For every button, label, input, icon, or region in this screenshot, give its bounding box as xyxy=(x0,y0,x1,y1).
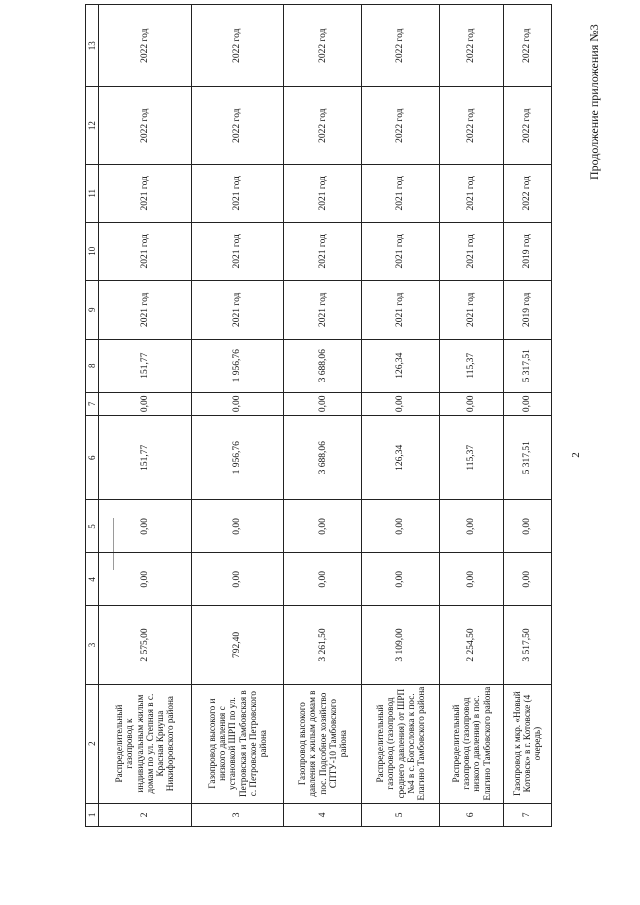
row-number: 2 xyxy=(99,803,192,826)
total-value: 1 956,76 xyxy=(191,339,284,392)
table-row xyxy=(284,5,362,827)
year-col9: 2021 год xyxy=(440,280,503,339)
row-number: 4 xyxy=(284,803,362,826)
row-number: 7 xyxy=(503,803,552,826)
gas-pipeline-table xyxy=(85,4,552,827)
value-col5: 0,00 xyxy=(503,500,552,553)
cost-estimate: 151,77 xyxy=(99,416,192,500)
table-row xyxy=(99,5,192,827)
year-col9: 2021 год xyxy=(362,280,440,339)
value-col4: 0,00 xyxy=(362,553,440,606)
table-body xyxy=(86,5,552,827)
column-number: 6 xyxy=(86,416,99,500)
cost-estimate: 115,37 xyxy=(440,416,503,500)
cost-value: 3 261,50 xyxy=(284,606,362,684)
year-col13: 2022 год xyxy=(191,5,284,87)
cost-value: 3 109,00 xyxy=(362,606,440,684)
year-col10: 2019 год xyxy=(503,222,552,280)
value-col5: 0,00 xyxy=(284,500,362,553)
column-number: 12 xyxy=(86,87,99,164)
total-value: 115,37 xyxy=(440,339,503,392)
column-number: 4 xyxy=(86,553,99,606)
cost-estimate: 5 317,51 xyxy=(503,416,552,500)
year-col11: 2021 год xyxy=(99,164,192,222)
object-name: Распределительный газопровод к индивидуальным жилым домам по ул. Степная в с. Красная Криуша Никифоровского района xyxy=(99,684,192,803)
cost-estimate: 3 688,06 xyxy=(284,416,362,500)
annex-title: Продолжение приложения №3 xyxy=(587,24,601,180)
object-name: Газопровод высокого и низкого давления с установкой ШРП по ул. Петровская и Тамбовская в с. Петровское Петровского района xyxy=(191,684,284,803)
year-col13: 2022 год xyxy=(284,5,362,87)
value-col7: 0,00 xyxy=(99,392,192,415)
table-row xyxy=(440,5,503,827)
year-col9: 2021 год xyxy=(99,280,192,339)
cost-value: 3 517,50 xyxy=(503,606,552,684)
value-col7: 0,00 xyxy=(440,392,503,415)
cost-value: 2 575,00 xyxy=(99,606,192,684)
year-col10: 2021 год xyxy=(284,222,362,280)
column-number: 3 xyxy=(86,606,99,684)
value-col4: 0,00 xyxy=(440,553,503,606)
year-col12: 2022 год xyxy=(440,87,503,164)
year-col11: 2022 год xyxy=(503,164,552,222)
year-col9: 2019 год xyxy=(503,280,552,339)
year-col13: 2022 год xyxy=(99,5,192,87)
total-value: 151,77 xyxy=(99,339,192,392)
year-col10: 2021 год xyxy=(99,222,192,280)
value-col7: 0,00 xyxy=(503,392,552,415)
row-number: 3 xyxy=(191,803,284,826)
object-name: Газопровод высокого давления к жилым домам в пос. Подсобное хозяйство СПТУ-10 Тамбовского района xyxy=(284,684,362,803)
cost-value: 2 254,50 xyxy=(440,606,503,684)
column-number: 5 xyxy=(86,500,99,553)
column-number: 1 xyxy=(86,803,99,826)
total-value: 5 317,51 xyxy=(503,339,552,392)
value-col5: 0,00 xyxy=(191,500,284,553)
column-number: 11 xyxy=(86,164,99,222)
year-col12: 2022 год xyxy=(99,87,192,164)
total-value: 126,34 xyxy=(362,339,440,392)
year-col11: 2021 год xyxy=(284,164,362,222)
year-col12: 2022 год xyxy=(503,87,552,164)
header-row xyxy=(86,5,99,827)
object-name: Газопровод к мкр. «Новый Котовск» в г. Котовске (4 очередь) xyxy=(503,684,552,803)
column-number: 8 xyxy=(86,339,99,392)
value-col7: 0,00 xyxy=(284,392,362,415)
value-col7: 0,00 xyxy=(191,392,284,415)
value-col4: 0,00 xyxy=(284,553,362,606)
column-number: 13 xyxy=(86,5,99,87)
value-col5: 0,00 xyxy=(440,500,503,553)
column-number: 7 xyxy=(86,392,99,415)
year-col11: 2021 год xyxy=(191,164,284,222)
year-col12: 2022 год xyxy=(284,87,362,164)
row-number: 5 xyxy=(362,803,440,826)
year-col10: 2021 год xyxy=(440,222,503,280)
cost-estimate: 1 956,76 xyxy=(191,416,284,500)
table-row xyxy=(503,5,552,827)
column-number: 10 xyxy=(86,222,99,280)
column-number: 9 xyxy=(86,280,99,339)
cost-estimate: 126,34 xyxy=(362,416,440,500)
row-number: 6 xyxy=(440,803,503,826)
total-value: 3 688,06 xyxy=(284,339,362,392)
year-col11: 2021 год xyxy=(440,164,503,222)
value-col4: 0,00 xyxy=(99,553,192,606)
year-col13: 2022 год xyxy=(362,5,440,87)
year-col12: 2022 год xyxy=(362,87,440,164)
year-col9: 2021 год xyxy=(191,280,284,339)
year-col13: 2022 год xyxy=(440,5,503,87)
year-col13: 2022 год xyxy=(503,5,552,87)
value-col4: 0,00 xyxy=(191,553,284,606)
year-col10: 2021 год xyxy=(362,222,440,280)
value-col5: 0,00 xyxy=(99,500,192,553)
table-row xyxy=(191,5,284,827)
page-number: 2 xyxy=(570,452,582,458)
value-col4: 0,00 xyxy=(503,553,552,606)
object-name: Распределительный газопровод (газопровод среднего давления) от ШРП №4 в с. Богословка к пос. Елагино Тамбовского района xyxy=(362,684,440,803)
table-row xyxy=(362,5,440,827)
cost-value: 792,40 xyxy=(191,606,284,684)
year-col11: 2021 год xyxy=(362,164,440,222)
year-col10: 2021 год xyxy=(191,222,284,280)
value-col7: 0,00 xyxy=(362,392,440,415)
object-name: Распределительный газопровод (газопровод низкого давления) в пос. Елагино Тамбовского района xyxy=(440,684,503,803)
value-col5: 0,00 xyxy=(362,500,440,553)
year-col12: 2022 год xyxy=(191,87,284,164)
column-number: 2 xyxy=(86,684,99,803)
year-col9: 2021 год xyxy=(284,280,362,339)
